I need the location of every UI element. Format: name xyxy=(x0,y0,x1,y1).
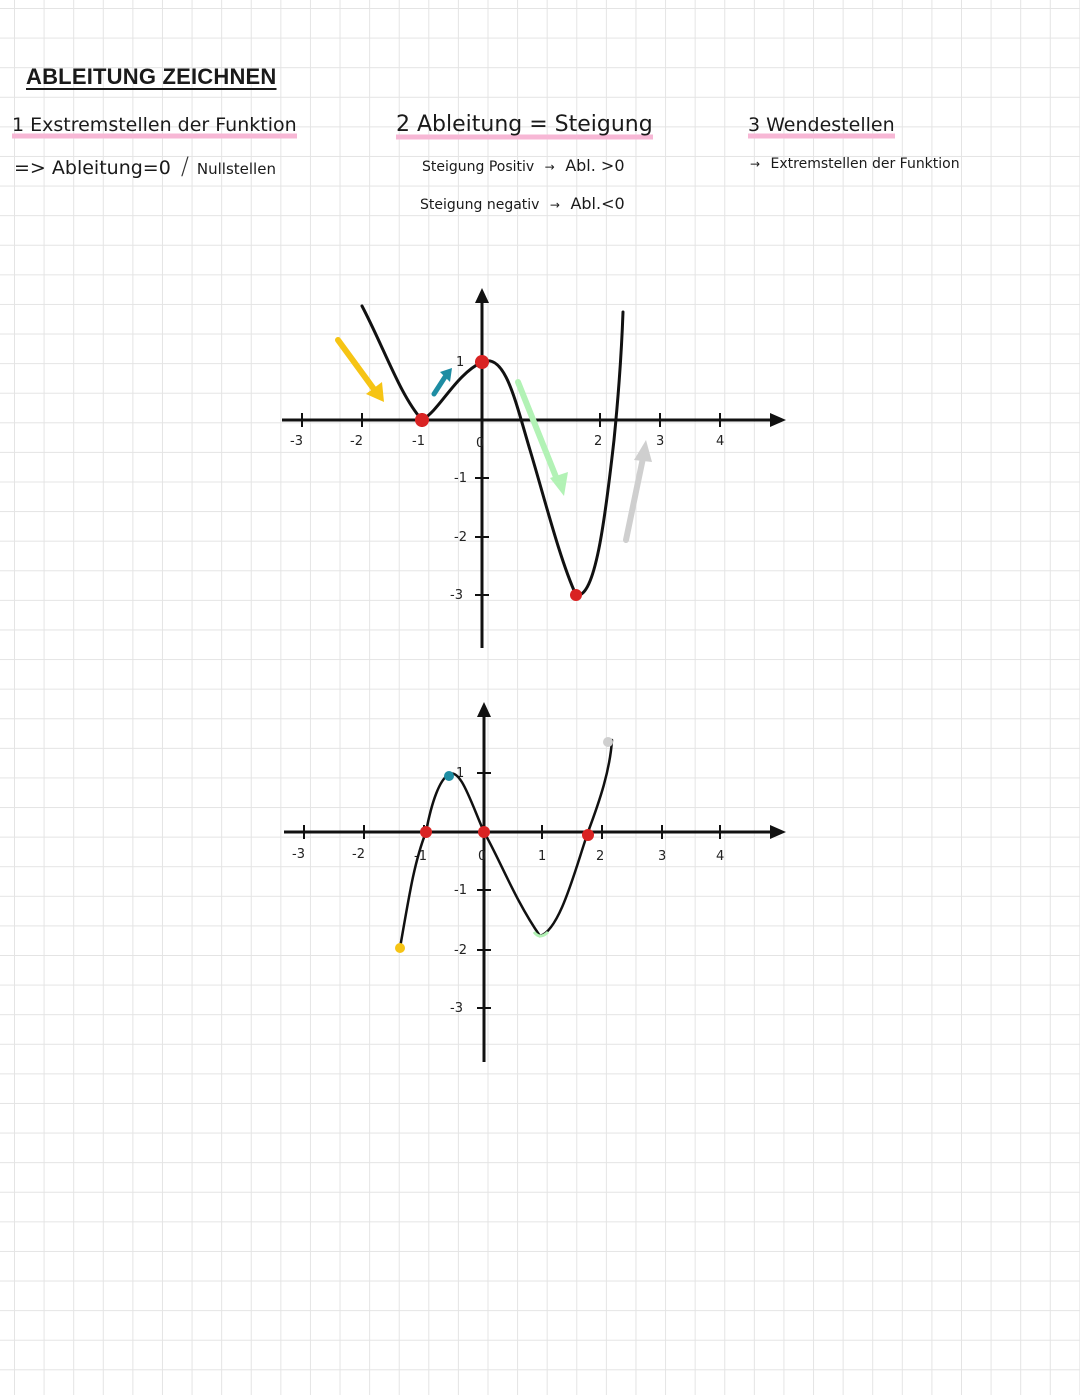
x-tick-label: -3 xyxy=(290,434,303,449)
right-arrow-icon: → xyxy=(544,160,555,174)
yellow-marker xyxy=(395,943,405,953)
zero-point xyxy=(420,826,432,838)
page-title: ABLEITUNG ZEICHNEN xyxy=(26,64,277,89)
step2-line2-left: Steigung negativ xyxy=(420,197,540,213)
step2-line2-right: Abl.<0 xyxy=(570,194,625,213)
y-tick-label: -3 xyxy=(450,1001,463,1016)
y-tick-label: -2 xyxy=(454,943,467,958)
step1-note: Nullstellen xyxy=(196,160,276,178)
derivative-curve xyxy=(400,740,612,948)
lightgreen-marker xyxy=(534,932,548,936)
step1-arrow: => xyxy=(14,157,46,179)
x-tick-label: -2 xyxy=(352,847,365,862)
x-tick-label: 3 xyxy=(658,849,667,864)
step1-formula: Ableitung=0 xyxy=(51,157,171,179)
teal-marker xyxy=(444,771,454,781)
step2-heading-text: 2 Ableitung = Steigung xyxy=(396,112,653,140)
zero-point xyxy=(582,829,594,841)
step3-text: Extremstellen der Funktion xyxy=(770,156,960,172)
zero-point xyxy=(478,826,490,838)
step3-heading-text: 3 Wendestellen xyxy=(748,114,895,139)
y-tick-label: 1 xyxy=(456,355,465,370)
gray-marker xyxy=(603,737,613,747)
x-tick-label: 4 xyxy=(716,849,725,864)
right-arrow-icon: → xyxy=(750,157,761,171)
right-arrow-icon: → xyxy=(549,198,560,212)
y-tick-label: 1 xyxy=(456,766,465,781)
x-tick-label: -3 xyxy=(292,847,305,862)
x-tick-label: 2 xyxy=(596,849,605,864)
y-tick-label: -3 xyxy=(450,588,463,603)
x-axis-arrow-icon xyxy=(770,825,786,839)
x-tick-label: 4 xyxy=(716,434,725,449)
x-tick-label: -1 xyxy=(414,849,427,864)
x-tick-label: 0 xyxy=(476,436,485,451)
x-tick-label: -1 xyxy=(412,434,425,449)
y-tick-label: -2 xyxy=(454,530,467,545)
step1-separator: / xyxy=(180,152,189,180)
y-axis-arrow-icon xyxy=(477,702,491,717)
x-tick-label: 0 xyxy=(478,849,487,864)
step2-line1-left: Steigung Positiv xyxy=(422,159,535,175)
x-tick-label: 3 xyxy=(656,434,665,449)
y-tick-label: -1 xyxy=(454,471,467,486)
step2-line1-right: Abl. >0 xyxy=(565,156,625,175)
step1-heading-text: 1 Exstremstellen der Funktion xyxy=(12,114,297,139)
x-tick-label: -2 xyxy=(350,434,363,449)
x-tick-label: 2 xyxy=(594,434,603,449)
x-tick-label: 1 xyxy=(538,849,547,864)
y-tick-label: -1 xyxy=(454,883,467,898)
